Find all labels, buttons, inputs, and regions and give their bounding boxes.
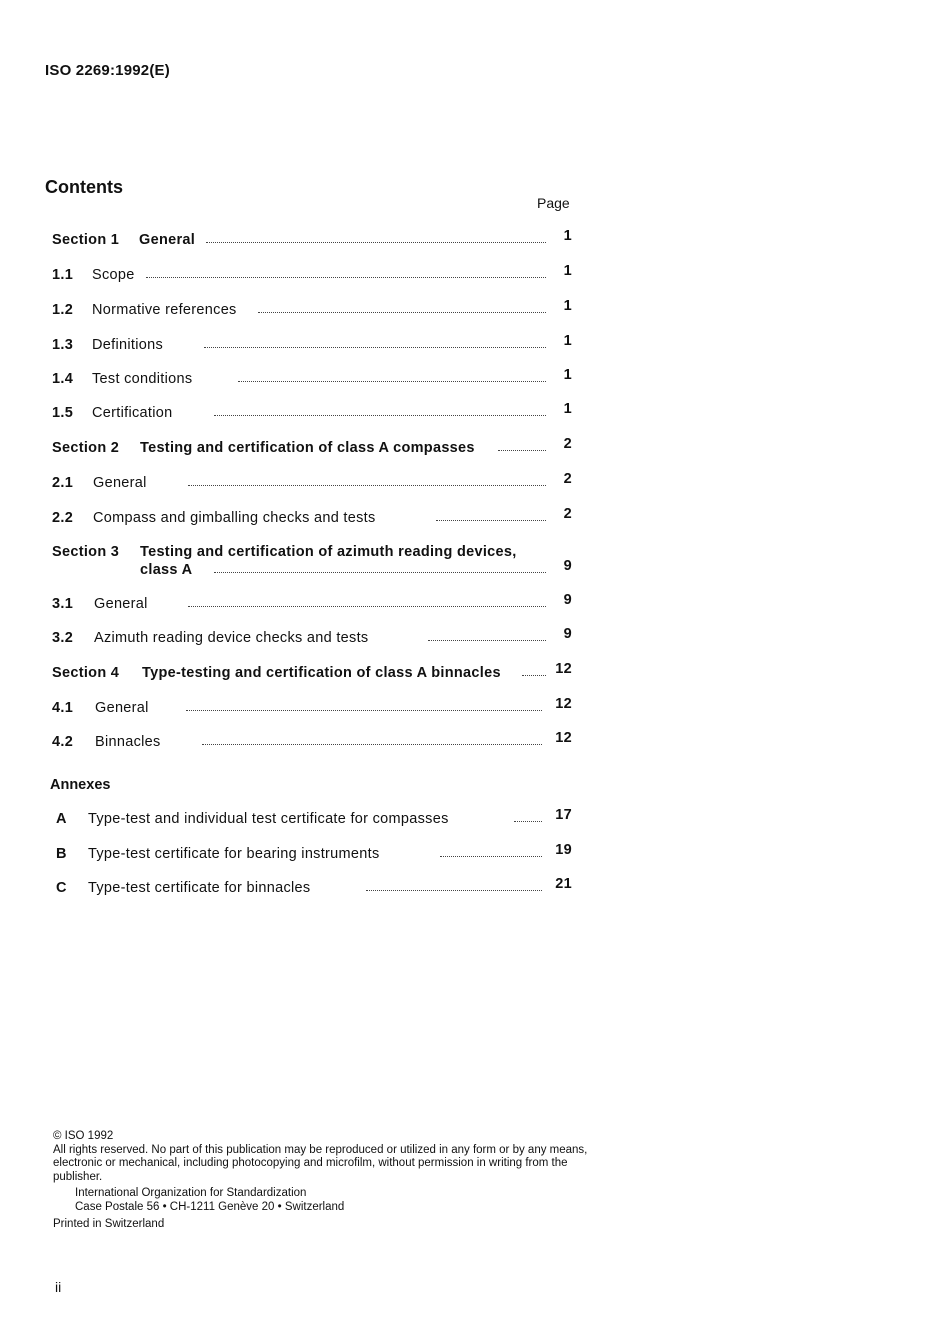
toc-entry-page: 1 xyxy=(563,367,572,383)
leader-dots xyxy=(498,450,546,451)
toc-entry-page: 12 xyxy=(555,661,572,677)
toc-entry-page: 1 xyxy=(563,298,572,314)
toc-entry-page: 2 xyxy=(563,471,572,487)
rights-statement: All rights reserved. No part of this publication may be reproduced or utilized in any form or by any means, electronic or mechanical, including photocopying and microfilm, without permission in writing from the publisher. xyxy=(53,1143,588,1183)
toc-entry-number: B xyxy=(56,846,67,862)
toc-entry-1-3[interactable] xyxy=(52,333,572,357)
toc-entry-page: 12 xyxy=(555,696,572,712)
toc-entry-number: C xyxy=(56,880,67,896)
toc-entry-number: 1.3 xyxy=(52,337,74,353)
toc-entry-1-1[interactable] xyxy=(52,263,572,287)
leader-dots xyxy=(440,856,542,857)
toc-entry-label: Test conditions xyxy=(92,371,193,387)
toc-entry-page: 1 xyxy=(563,401,572,417)
org-address: Case Postale 56 • CH-1211 Genève 20 • Switzerland xyxy=(75,1200,345,1213)
toc-entry-number: 3.2 xyxy=(52,630,74,646)
toc-entry-number: Section 2 xyxy=(52,440,120,456)
toc-entry-number: Section 1 xyxy=(52,232,120,248)
toc-entry-page: 17 xyxy=(555,807,572,823)
toc-entry-number: Section 3 xyxy=(52,544,120,560)
toc-entry-2-1[interactable] xyxy=(52,471,572,495)
toc-entry-label: Compass and gimballing checks and tests xyxy=(93,510,376,526)
toc-entry-label: Binnacles xyxy=(95,734,161,750)
leader-dots xyxy=(428,640,546,641)
toc-entry-section-1[interactable] xyxy=(52,228,572,252)
toc-entry-label-continued: class A xyxy=(140,562,193,578)
toc-entry-section-2[interactable] xyxy=(52,436,572,460)
toc-entry-label: General xyxy=(95,700,149,716)
leader-dots xyxy=(522,675,546,676)
toc-entry-number: 1.2 xyxy=(52,302,74,318)
leader-dots xyxy=(258,312,546,313)
leader-dots xyxy=(188,485,546,486)
toc-entry-3-2[interactable] xyxy=(52,626,572,650)
toc-entry-label: Type-testing and certification of class A binnacles xyxy=(142,665,501,681)
toc-entry-4-2[interactable] xyxy=(52,730,572,754)
toc-entry-number: 4.1 xyxy=(52,700,74,716)
toc-entry-label: Type-test and individual test certificate for compasses xyxy=(88,811,449,827)
toc-annex-a[interactable] xyxy=(52,807,572,831)
copyright-notice xyxy=(53,1130,593,1232)
document-id: ISO 2269:1992(E) xyxy=(45,62,170,79)
leader-dots xyxy=(214,572,546,573)
toc-entry-page: 21 xyxy=(555,876,572,892)
toc-entry-page: 19 xyxy=(555,842,572,858)
toc-entry-number: 1.4 xyxy=(52,371,74,387)
toc-entry-page: 9 xyxy=(563,592,572,608)
leader-dots xyxy=(436,520,546,521)
printed-in: Printed in Switzerland xyxy=(53,1218,165,1230)
toc-entry-2-2[interactable] xyxy=(52,506,572,530)
toc-entry-3-1[interactable] xyxy=(52,592,572,616)
contents-title: Contents xyxy=(45,177,123,197)
leader-dots xyxy=(206,242,546,243)
leader-dots xyxy=(204,347,546,348)
leader-dots xyxy=(146,277,546,278)
toc-entry-label: Certification xyxy=(92,405,173,421)
toc-entry-section-3[interactable] xyxy=(52,544,572,584)
toc-entry-number: 1.1 xyxy=(52,267,74,283)
leader-dots xyxy=(186,710,542,711)
leader-dots xyxy=(514,821,542,822)
toc-entry-page: 9 xyxy=(563,626,572,642)
toc-entry-page: 1 xyxy=(563,228,572,244)
toc-entry-4-1[interactable] xyxy=(52,696,572,720)
toc-entry-number: 1.5 xyxy=(52,405,74,421)
toc-entry-label: Testing and certification of azimuth reading devices, xyxy=(140,544,517,560)
toc-entry-1-2[interactable] xyxy=(52,298,572,322)
toc-entry-page: 1 xyxy=(563,333,572,349)
toc-entry-page: 12 xyxy=(555,730,572,746)
toc-entry-page: 1 xyxy=(563,263,572,279)
toc-entry-1-5[interactable] xyxy=(52,401,572,425)
toc-entry-number: A xyxy=(56,811,67,827)
toc-entry-page: 9 xyxy=(563,558,572,574)
toc-entry-number: 3.1 xyxy=(52,596,74,612)
toc-entry-label: General xyxy=(94,596,148,612)
org-name: International Organization for Standardization xyxy=(75,1187,307,1199)
toc-entry-page: 2 xyxy=(563,506,572,522)
leader-dots xyxy=(214,415,546,416)
page-column-label: Page xyxy=(537,195,570,211)
toc-entry-label: Normative references xyxy=(92,302,237,318)
copyright-line: © ISO 1992 xyxy=(53,1130,114,1142)
toc-entry-label: General xyxy=(93,475,147,491)
toc-entry-number: 4.2 xyxy=(52,734,74,750)
toc-entry-label: Type-test certificate for binnacles xyxy=(88,880,311,896)
toc-entry-page: 2 xyxy=(563,436,572,452)
toc-entry-label: General xyxy=(139,232,196,248)
toc-entry-number: Section 4 xyxy=(52,665,120,681)
toc-entry-label: Azimuth reading device checks and tests xyxy=(94,630,369,646)
toc-entry-number: 2.1 xyxy=(52,475,74,491)
toc-entry-label: Testing and certification of class A compasses xyxy=(140,440,475,456)
toc-entry-label: Definitions xyxy=(92,337,163,353)
toc-entry-number: 2.2 xyxy=(52,510,74,526)
leader-dots xyxy=(202,744,542,745)
leader-dots xyxy=(238,381,546,382)
leader-dots xyxy=(188,606,546,607)
leader-dots xyxy=(366,890,542,891)
toc-annex-b[interactable] xyxy=(52,842,572,866)
toc-entry-section-4[interactable] xyxy=(52,661,572,685)
toc-entry-label: Type-test certificate for bearing instruments xyxy=(88,846,380,862)
annexes-heading: Annexes xyxy=(50,777,111,793)
page-number: ii xyxy=(55,1279,62,1295)
toc-entry-1-4[interactable] xyxy=(52,367,572,391)
toc-annex-c[interactable] xyxy=(52,876,572,900)
toc-entry-label: Scope xyxy=(92,267,135,283)
